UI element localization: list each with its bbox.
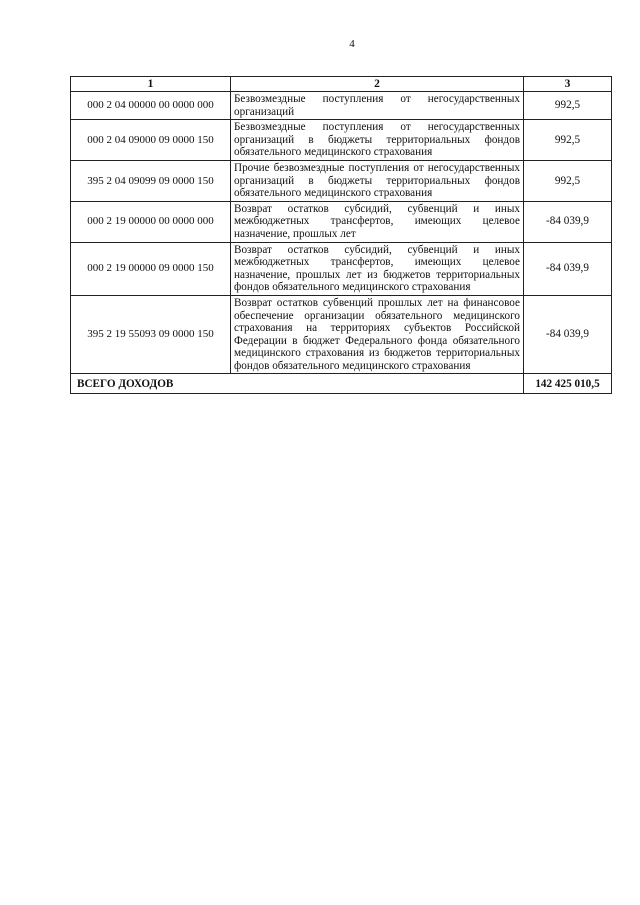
table-row	[71, 242, 612, 295]
revenue-amount: -84 039,9	[524, 295, 612, 374]
total-label: ВСЕГО ДОХОДОВ	[71, 374, 524, 394]
budget-code: 395 2 19 55093 09 0000 150	[71, 295, 231, 374]
revenue-amount: 992,5	[524, 120, 612, 161]
page-number: 4	[349, 38, 355, 50]
column-header-amount: 3	[524, 77, 612, 92]
budget-code: 000 2 04 09000 09 0000 150	[71, 120, 231, 161]
revenue-table	[70, 76, 612, 394]
revenue-amount: 992,5	[524, 92, 612, 120]
column-header-code: 1	[71, 77, 231, 92]
revenue-amount: 992,5	[524, 160, 612, 201]
revenue-amount: -84 039,9	[524, 201, 612, 242]
table-header-row	[71, 77, 612, 92]
table-row	[71, 92, 612, 120]
budget-code: 000 2 19 00000 00 0000 000	[71, 201, 231, 242]
table-row	[71, 120, 612, 161]
budget-code: 395 2 04 09099 09 0000 150	[71, 160, 231, 201]
table-row	[71, 295, 612, 374]
total-row	[71, 374, 612, 394]
budget-code: 000 2 04 00000 00 0000 000	[71, 92, 231, 120]
revenue-description: Возврат остатков субвенций прошлых лет на финансовое обеспечение организации обязательного медицинского страхования на территориях субъектов Российской Федерации в бюджет Федерального фонда обязательного медицинского страхования из бюджетов территориальных фондов обязательного медицинского страхования	[231, 295, 524, 374]
budget-code: 000 2 19 00000 09 0000 150	[71, 242, 231, 295]
table-row	[71, 201, 612, 242]
revenue-description: Безвозмездные поступления от негосударственных организаций в бюджеты территориальных фондов обязательного медицинского страхования	[231, 120, 524, 161]
table-row	[71, 160, 612, 201]
revenue-amount: -84 039,9	[524, 242, 612, 295]
revenue-description: Безвозмездные поступления от негосударственных организаций	[231, 92, 524, 120]
column-header-description: 2	[231, 77, 524, 92]
revenue-description: Прочие безвозмездные поступления от негосударственных организаций в бюджеты территориальных фондов обязательного медицинского страхования	[231, 160, 524, 201]
total-amount: 142 425 010,5	[524, 374, 612, 394]
revenue-description: Возврат остатков субсидий, субвенций и иных межбюджетных трансфертов, имеющих целевое назначение, прошлых лет	[231, 201, 524, 242]
revenue-description: Возврат остатков субсидий, субвенций и иных межбюджетных трансфертов, имеющих целевое назначение, прошлых лет из бюджетов территориальных фондов обязательного медицинского страхования	[231, 242, 524, 295]
